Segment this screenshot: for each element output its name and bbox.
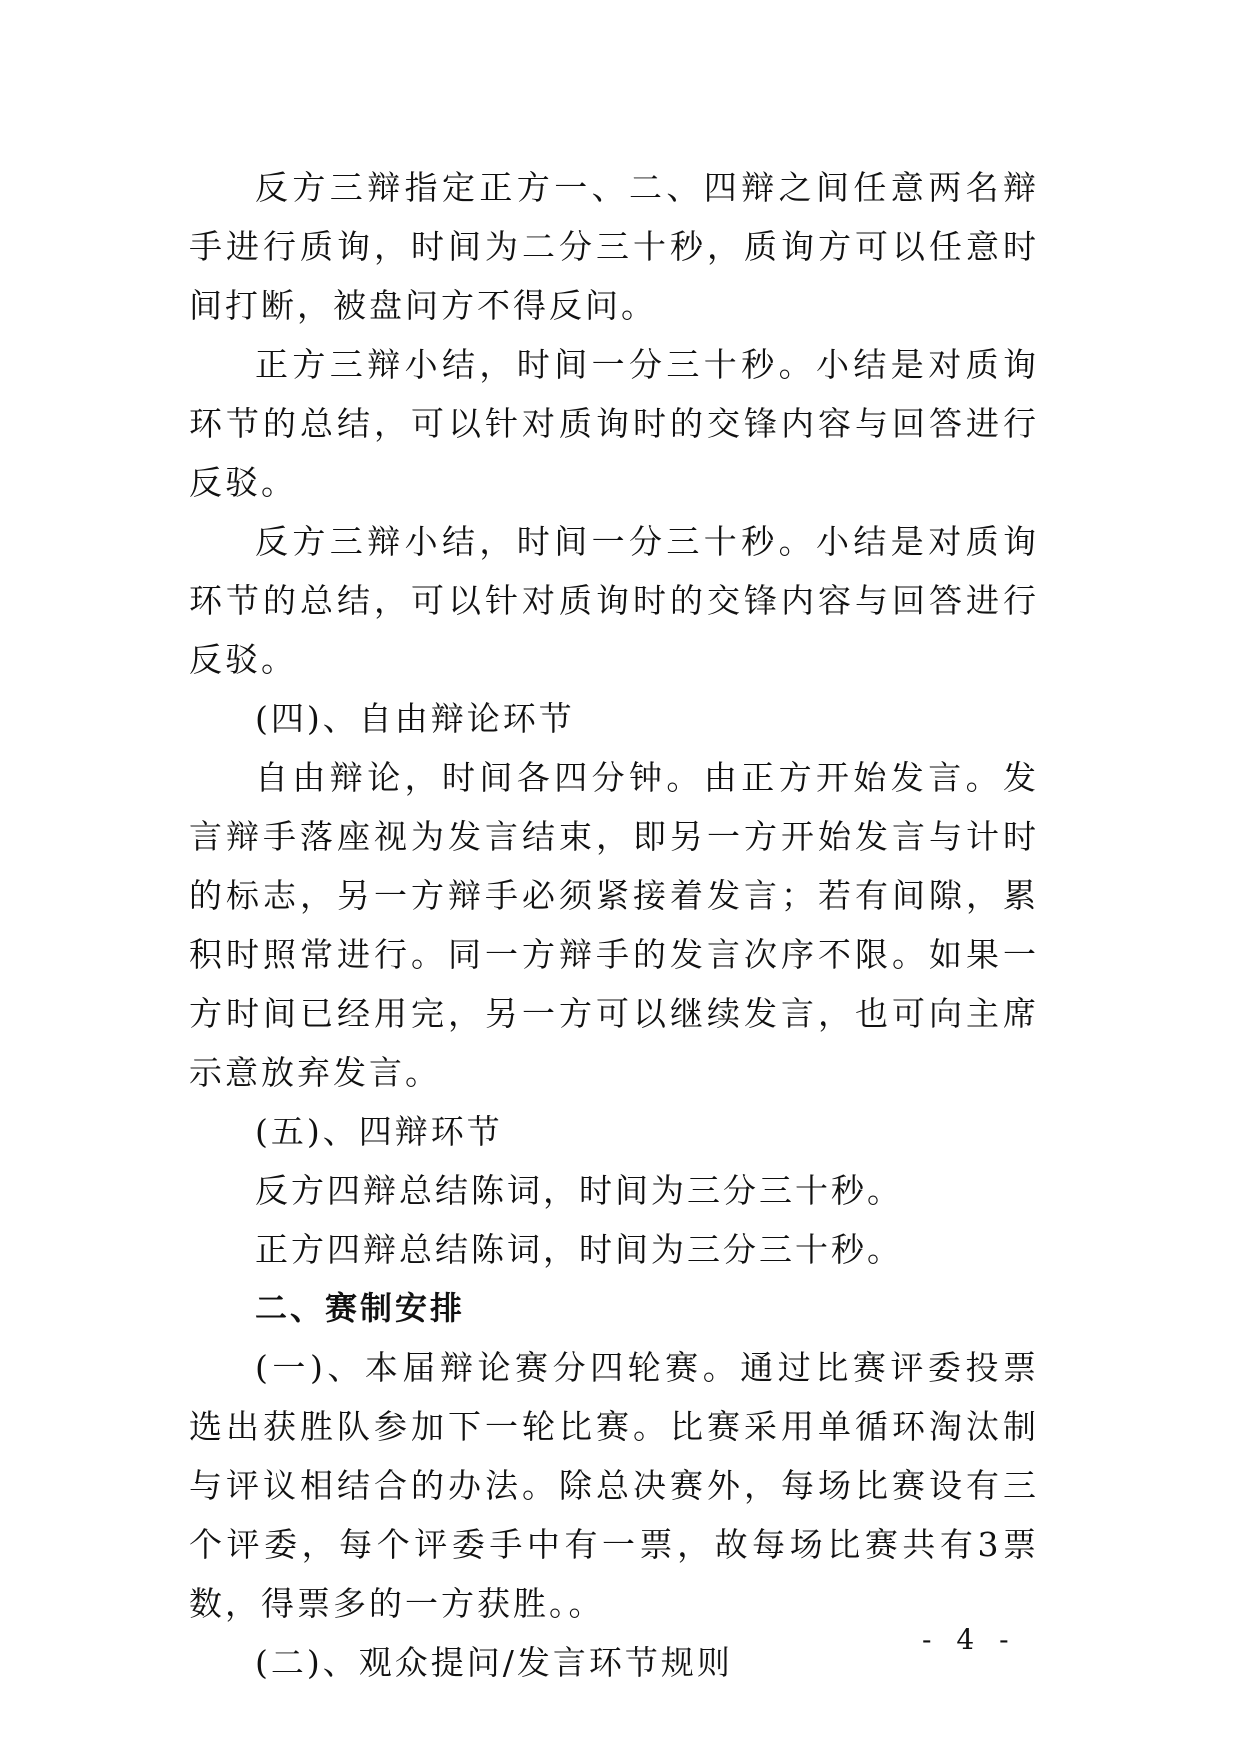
paragraph-negative-summary: 反方三辩小结，时间一分三十秒。小结是对质询环节的总结，可以针对质询时的交锋内容与回答进行反驳。 <box>189 522 1039 679</box>
subheading-audience-questions: (二)、观众提问/发言环节规则 <box>255 1643 733 1682</box>
paragraph-affirmative-summary: 正方三辩小结，时间一分三十秒。小结是对质询环节的总结，可以针对质询时的交锋内容与回答进行反驳。 <box>189 345 1039 502</box>
section-heading-format: 二、赛制安排 <box>255 1289 466 1327</box>
paragraph-rounds: (一)、本届辩论赛分四轮赛。通过比赛评委投票选出获胜队参加下一轮比赛。比赛采用单循环淘汰制与评议相结合的办法。除总决赛外，每场比赛设有三个评委，每个评委手中有一票，故每场比赛共有3票数，得票多的一方获胜。。 <box>189 1348 1039 1623</box>
paragraph-free-debate: 自由辩论，时间各四分钟。由正方开始发言。发言辩手落座视为发言结束，即另一方开始发言与计时的标志，另一方辩手必须紧接着发言；若有间隙，累积时照常进行。同一方辩手的发言次序不限。如果一方时间已经用完，另一方可以继续发言，也可向主席示意放弃发言。 <box>189 758 1039 1092</box>
paragraph-cross-examination-negative: 反方三辩指定正方一、二、四辩之间任意两名辩手进行质询，时间为二分三十秒，质询方可以任意时间打断，被盘问方不得反问。 <box>189 168 1039 325</box>
paragraph-negative-closing: 反方四辩总结陈词，时间为三分三十秒。 <box>255 1171 903 1210</box>
page-number: - 4 - <box>922 1623 1017 1656</box>
subheading-free-debate: (四)、自由辩论环节 <box>255 699 575 738</box>
subheading-fourth-debater: (五)、四辩环节 <box>255 1112 503 1151</box>
paragraph-affirmative-closing: 正方四辩总结陈词，时间为三分三十秒。 <box>255 1230 903 1269</box>
body-text <box>189 158 1039 1692</box>
